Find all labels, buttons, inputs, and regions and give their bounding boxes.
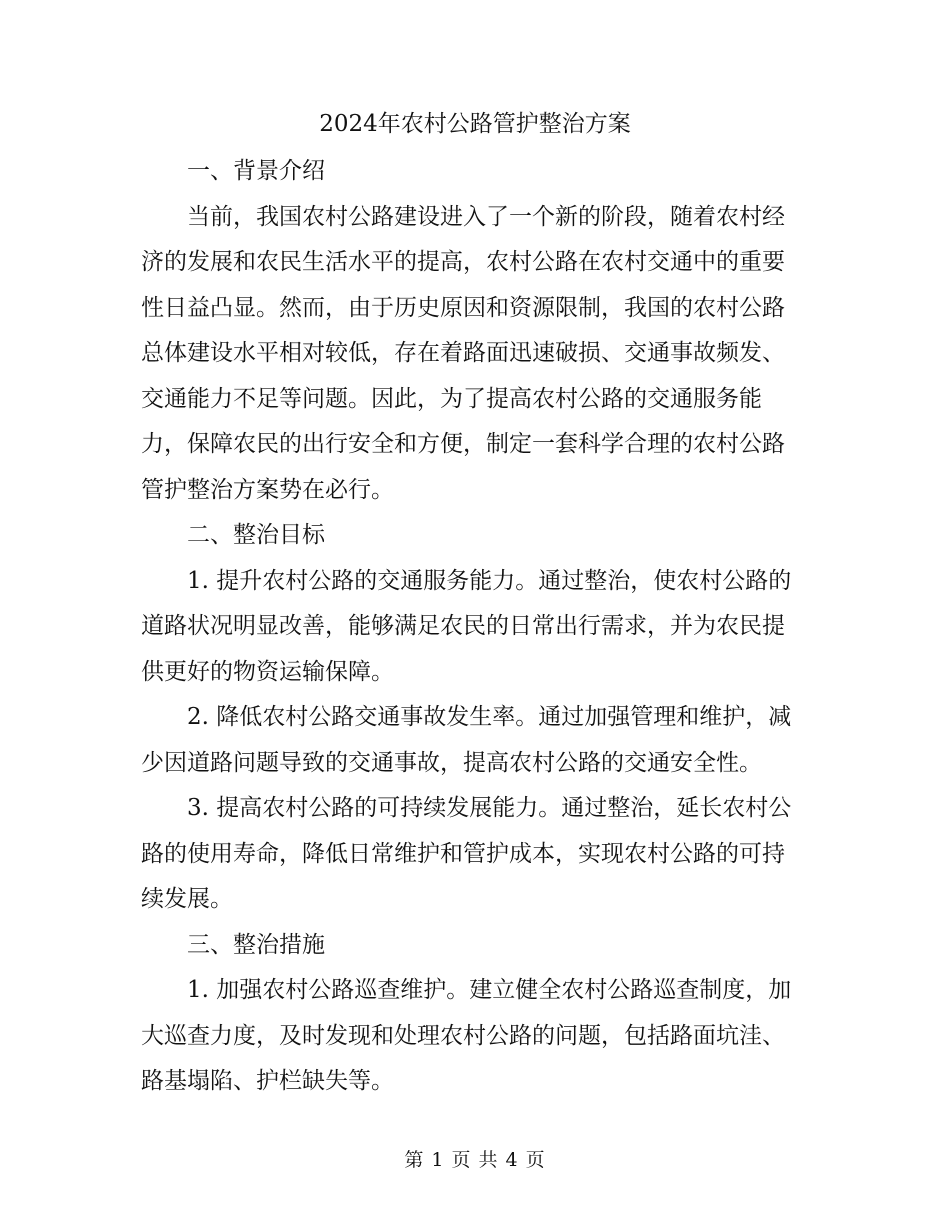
text-line: 3. 提高农村公路的可持续发展能力。通过整治，延长农村公 bbox=[187, 795, 792, 821]
text-line: 少因道路问题导致的交通事故，提高农村公路的交通安全性。 bbox=[141, 749, 762, 776]
text-line: 济的发展和农民生活水平的提高，农村公路在农村交通中的重要 bbox=[141, 249, 785, 275]
document-title: 2024年农村公路管护整治方案 bbox=[319, 111, 631, 137]
paragraph-goal-3 bbox=[141, 786, 811, 923]
paragraph-goal-1 bbox=[141, 559, 811, 696]
page-footer: 第 1 页 共 4 页 bbox=[404, 1149, 546, 1171]
document-body bbox=[141, 149, 811, 1105]
section-heading-goals: 二、整治目标 bbox=[187, 522, 325, 548]
text-line: 路基塌陷、护栏缺失等。 bbox=[141, 1068, 394, 1094]
text-line: 路的使用寿命，降低日常维护和管护成本，实现农村公路的可持 bbox=[141, 840, 785, 867]
text-line: 总体建设水平相对较低，存在着路面迅速破损、交通事故频发、 bbox=[141, 340, 785, 366]
text-line: 供更好的物资运输保障。 bbox=[141, 658, 394, 685]
text-line: 力，保障农民的出行安全和方便，制定一套科学合理的农村公路 bbox=[141, 431, 785, 457]
text-line: 1. 提升农村公路的交通服务能力。通过整治，使农村公路的 bbox=[187, 567, 792, 594]
text-line: 续发展。 bbox=[141, 886, 233, 912]
text-line: 1. 加强农村公路巡查维护。建立健全农村公路巡查制度，加 bbox=[187, 977, 792, 1003]
section-heading-measures: 三、整治措施 bbox=[187, 931, 325, 958]
section-heading-background: 一、背景介绍 bbox=[187, 158, 325, 184]
paragraph-goal-2 bbox=[141, 695, 811, 786]
text-line: 管护整治方案势在必行。 bbox=[141, 476, 394, 503]
paragraph-background bbox=[141, 195, 811, 514]
text-line: 大巡查力度，及时发现和处理农村公路的问题，包括路面坑洼、 bbox=[141, 1022, 785, 1049]
text-line: 2. 降低农村公路交通事故发生率。通过加强管理和维护，减 bbox=[187, 704, 792, 730]
text-line: 当前，我国农村公路建设进入了一个新的阶段，随着农村经 bbox=[187, 203, 785, 230]
text-line: 交通能力不足等问题。因此，为了提高农村公路的交通服务能 bbox=[141, 385, 762, 412]
paragraph-measure-1 bbox=[141, 968, 811, 1105]
text-line: 性日益凸显。然而，由于历史原因和资源限制，我国的农村公路 bbox=[141, 294, 785, 321]
text-line: 道路状况明显改善，能够满足农民的日常出行需求，并为农民提 bbox=[141, 613, 785, 639]
